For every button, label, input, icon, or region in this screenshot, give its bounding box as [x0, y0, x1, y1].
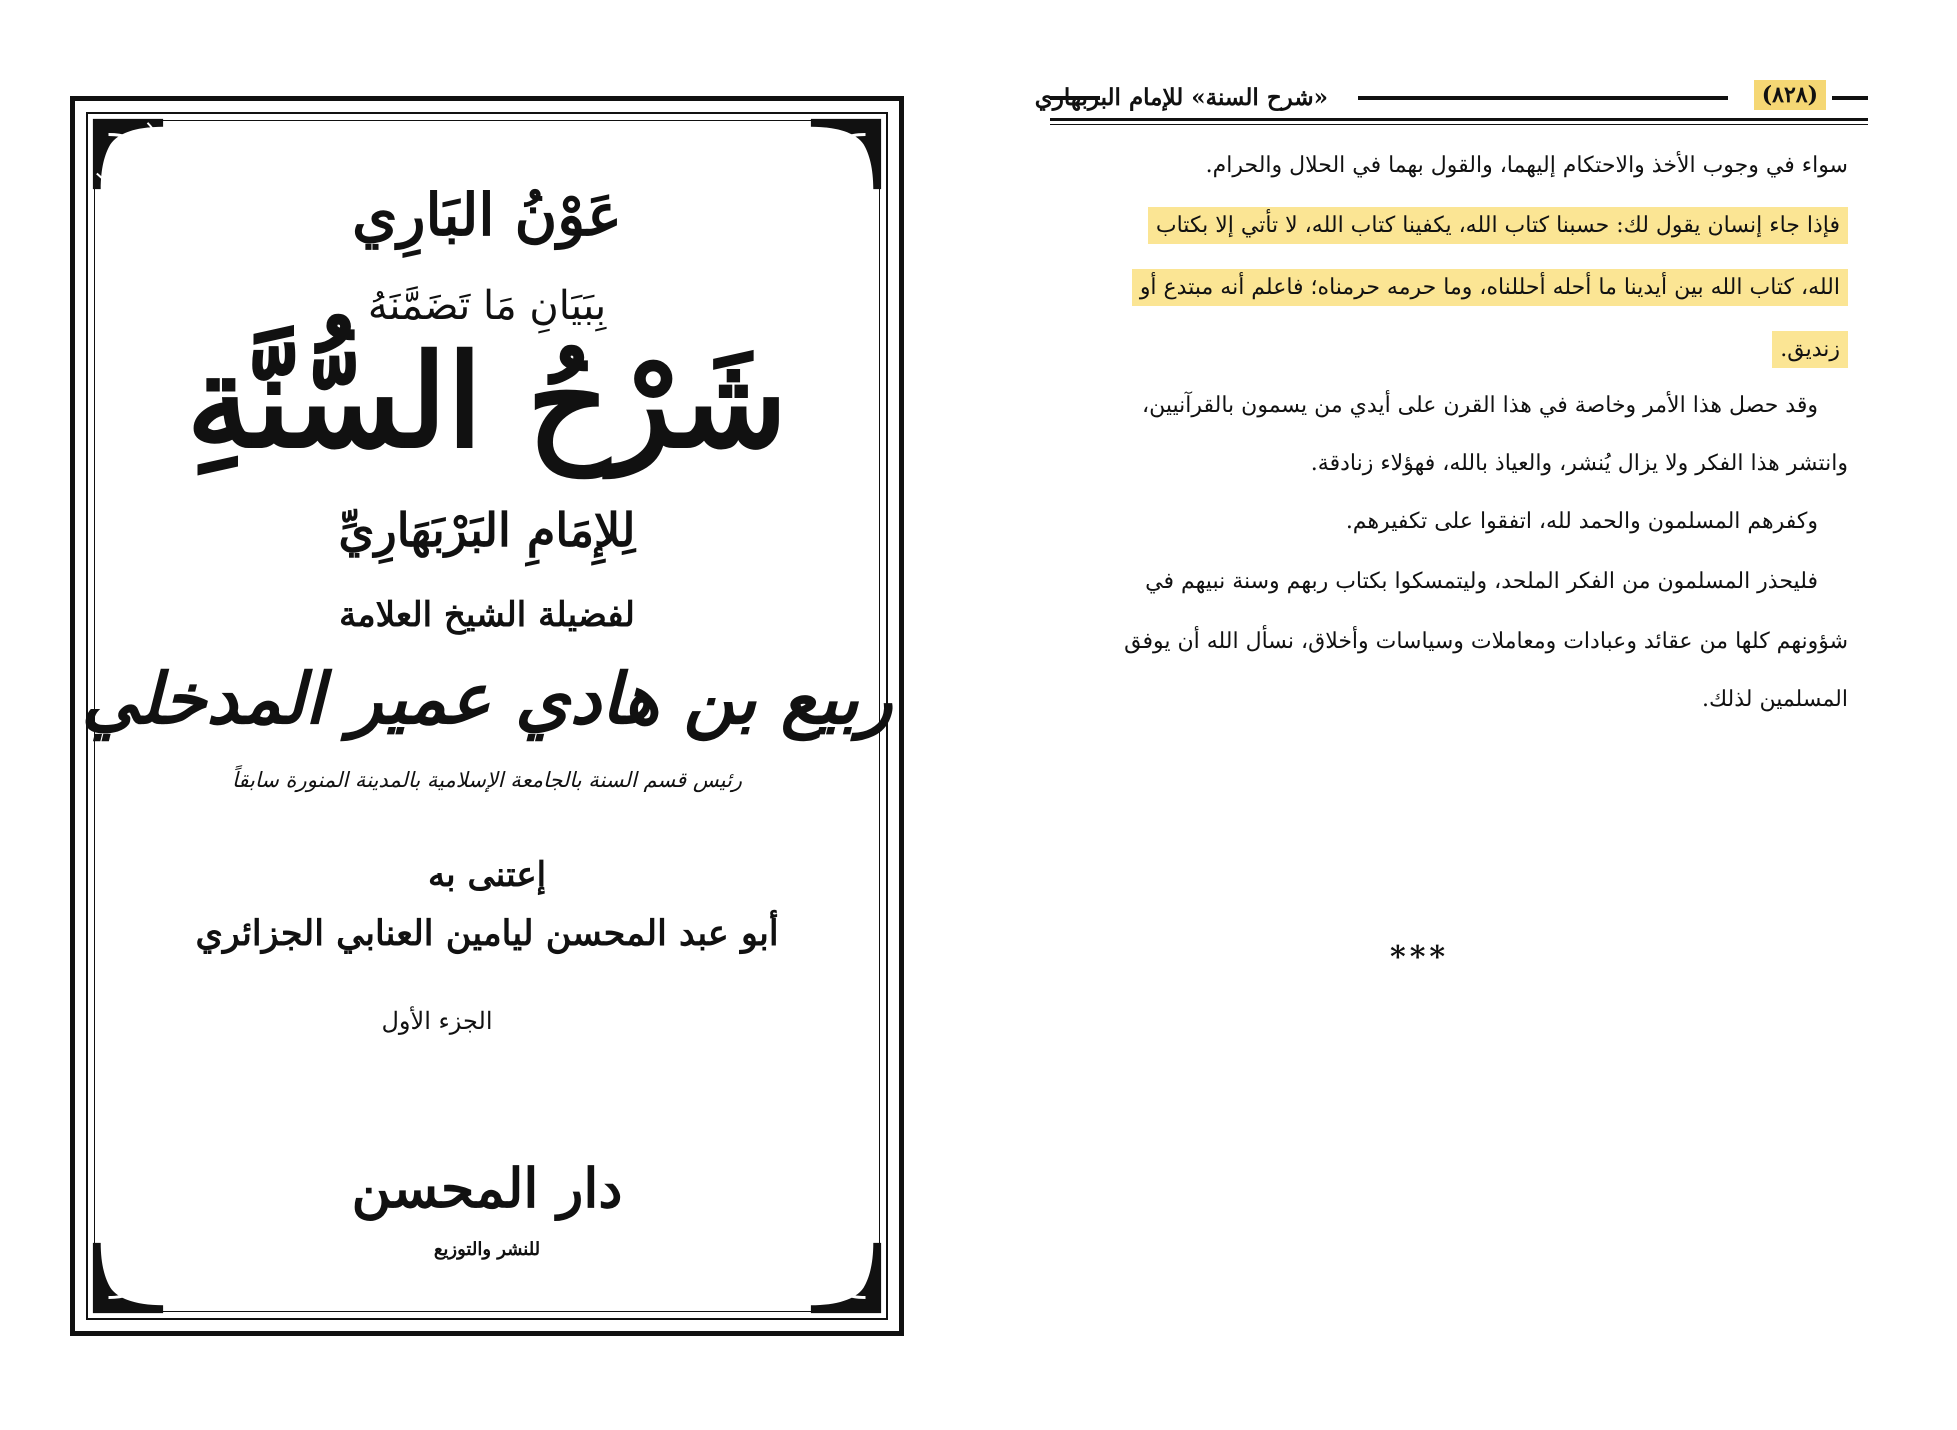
paragraph-line: شؤونهم كلها من عقائد وعبادات ومعاملات وسياسات وأخلاق، نسأل الله أن يوفق: [1124, 629, 1848, 654]
header-dash: [1832, 96, 1868, 100]
paragraph-line: سواء في وجوب الأخذ والاحتكام إليهما، والقول بهما في الحلال والحرام.: [1205, 153, 1848, 178]
header-dash: [1358, 96, 1728, 100]
cover-author-position: رئيس قسم السنة بالجامعة الإسلامية بالمدينة المنورة سابقاً: [232, 768, 742, 792]
highlighted-line: فإذا جاء إنسان يقول لك: حسبنا كتاب الله، يكفينا كتاب الله، لا تأتي إلا بكتاب: [1090, 196, 1848, 256]
paragraph-line: وقد حصل هذا الأمر وخاصة في هذا القرن على أيدي من يسمون بالقرآنيين،: [1142, 393, 1818, 418]
paragraph-line: فليحذر المسلمون من الفكر الملحد، وليتمسكوا بكتاب ربهم وسنة نبيهم في: [1145, 569, 1818, 594]
text-page: [1034, 70, 1868, 1370]
cover-main-title: شَرْحُ السُّنَّةِ: [186, 327, 788, 477]
running-title: «شرح السنة» للإمام البربهاري: [1034, 84, 1328, 111]
cover-editor: أبو عبد المحسن ليامين العنابي الجزائري: [195, 913, 779, 954]
header-dash: [1050, 96, 1100, 100]
paragraph-line: المسلمين لذلك.: [1701, 687, 1848, 712]
paragraph-line: وكفرهم المسلمون والحمد لله، اتفقوا على تكفيرهم.: [1345, 509, 1818, 534]
header-rule-thin: [1050, 124, 1868, 125]
header-rule: [1050, 118, 1868, 121]
cover-title: عَوْنُ البَارِي: [352, 181, 622, 249]
cover-author: ربيع بن هادي عمير المدخلي: [81, 657, 893, 740]
cover-subtitle: بِبَيَانِ مَا تَضَمَّنَهُ: [367, 283, 607, 329]
cover-volume: الجزء الأول: [381, 1007, 493, 1035]
book-cover: [70, 96, 904, 1336]
highlighted-line: الله، كتاب الله بين أيدينا ما أحله أحللناه، وما حرمه حرمناه؛ فاعلم أنه مبتدع أو: [1050, 258, 1848, 318]
cover-imam: لِلإِمَامِ البَرْبَهَارِيِّ: [338, 503, 636, 557]
section-separator: ***: [1390, 940, 1450, 975]
cover-publisher-sub: للنشر والتوزيع: [433, 1239, 541, 1260]
page-header: [1034, 76, 1868, 120]
paragraph-line: وانتشر هذا الفكر ولا يزال يُنشر، والعياذ بالله، فهؤلاء زنادقة.: [1310, 451, 1848, 476]
highlighted-line: زنديق.: [1050, 320, 1848, 380]
cover-publisher: دار المحسن: [351, 1156, 623, 1220]
cover-edited-by-label: إعتنى به: [427, 855, 547, 895]
page-number: (٨٢٨): [1754, 80, 1826, 110]
cover-honorific: لفضيلة الشيخ العلامة: [339, 595, 635, 635]
